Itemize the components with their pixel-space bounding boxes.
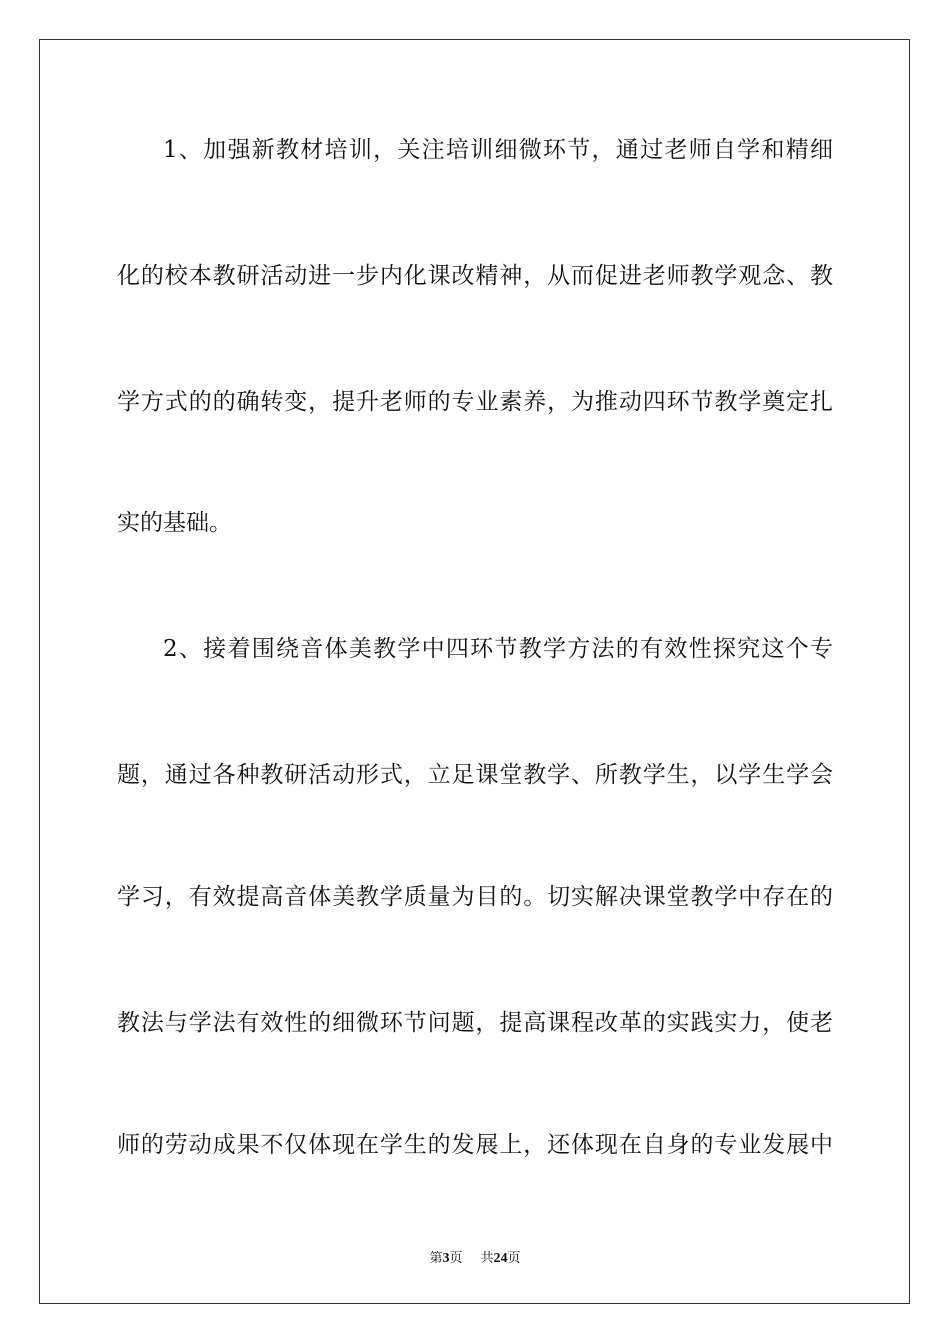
paragraph-2-line-5: 师的劳动成果不仅体现在学生的发展上，还体现在自身的专业发展中 bbox=[117, 1132, 833, 1158]
page-footer bbox=[0, 1247, 950, 1267]
paragraph-2-line-1: 2、接着围绕音体美教学中四环节教学方法的有效性探究这个专 bbox=[163, 636, 833, 662]
paragraph-1-line-2: 化的校本教研活动进一步内化课改精神，从而促进老师教学观念、教 bbox=[117, 263, 833, 289]
paragraph-2-line-2: 题，通过各种教研活动形式，立足课堂教学、所教学生，以学生学会 bbox=[117, 762, 833, 788]
paragraph-2-line-4: 教法与学法有效性的细微环节问题，提高课程改革的实践实力，使老 bbox=[117, 1010, 833, 1036]
paragraph-1-line-1: 1、加强新教材培训，关注培训细微环节，通过老师自学和精细 bbox=[163, 137, 833, 163]
total-pages-label: 共24页 bbox=[480, 1251, 521, 1266]
paragraph-2-line-3: 学习，有效提高音体美教学质量为目的。切实解决课堂教学中存在的 bbox=[117, 884, 833, 910]
paragraph-1-line-4: 实的基础。 bbox=[117, 510, 232, 536]
page-number-label: 第3页 bbox=[429, 1251, 463, 1266]
page-border bbox=[39, 39, 910, 1304]
paragraph-1-line-3: 学方式的的确转变，提升老师的专业素养，为推动四环节教学奠定扎 bbox=[117, 389, 833, 415]
